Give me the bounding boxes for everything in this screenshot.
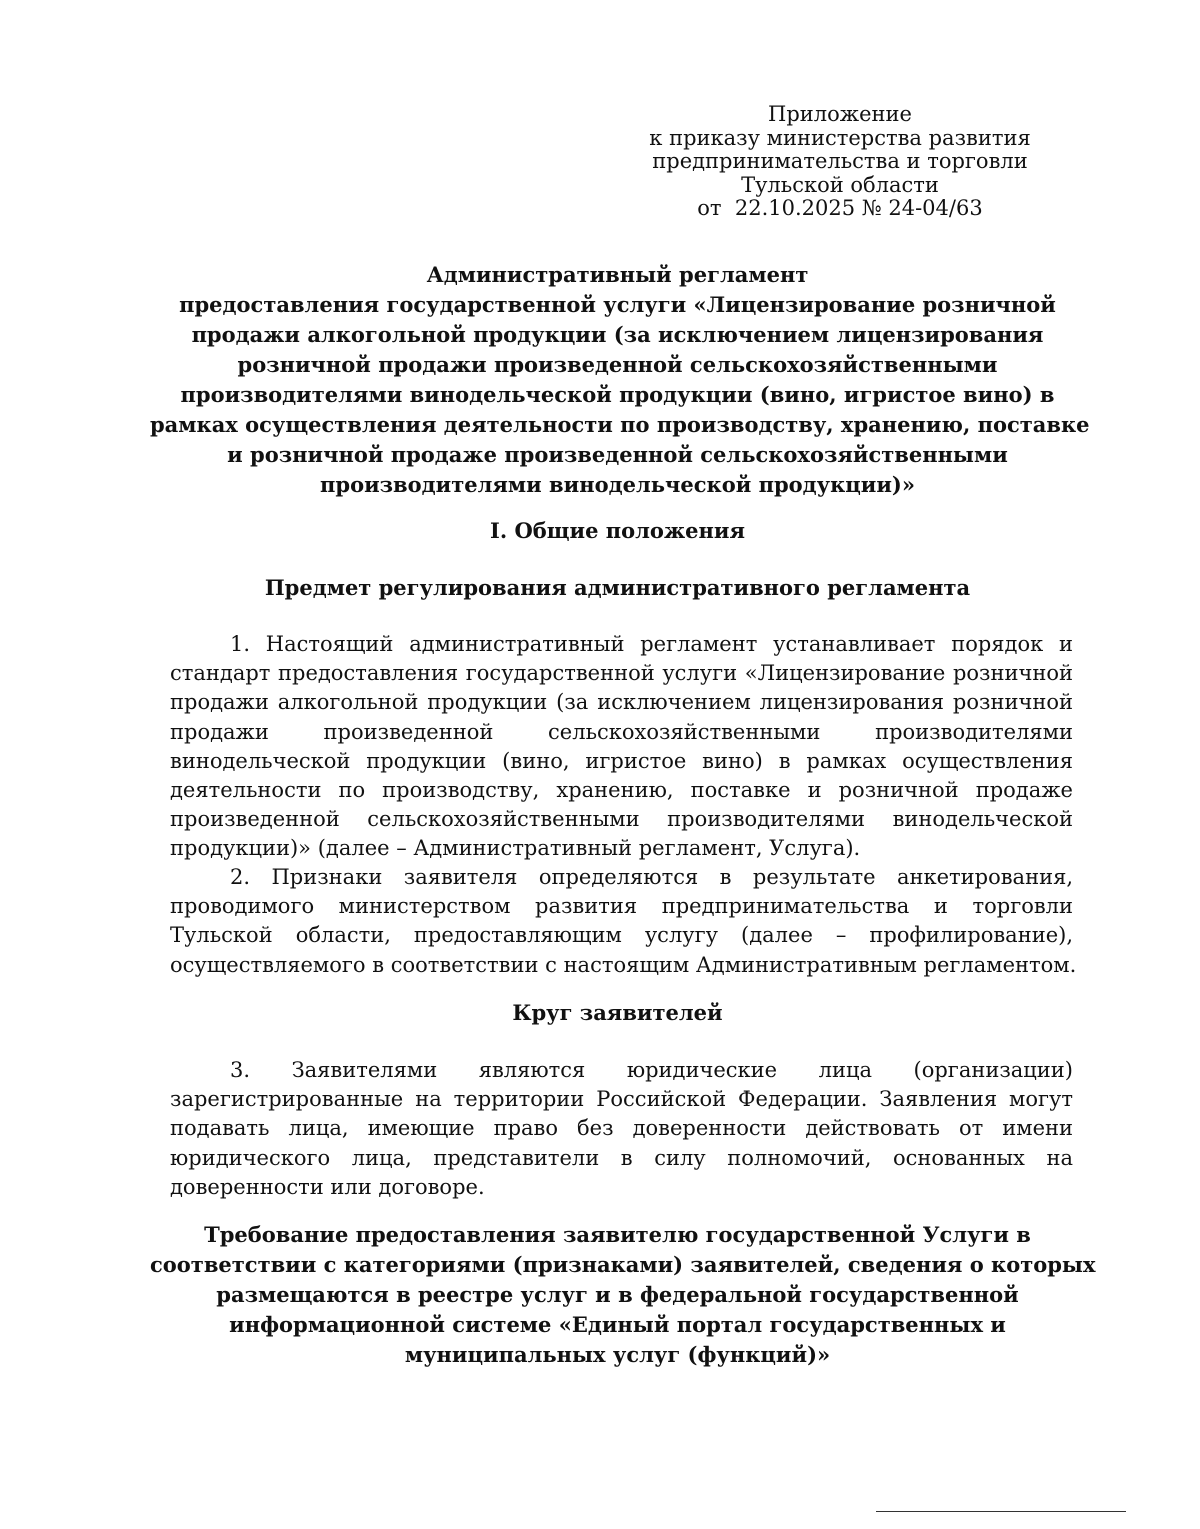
paragraph-line: проводимого министерством развития предпринимательства и торговли bbox=[170, 894, 1073, 919]
paragraph-line: подавать лица, имеющие право без доверенности действовать от имени bbox=[170, 1116, 1073, 1141]
section-heading-subject bbox=[150, 573, 1085, 603]
appendix-line: от 22.10.2025 № 24-04/63 bbox=[697, 196, 983, 220]
title-line: производителями винодельческой продукции (вино, игристое вино) в bbox=[180, 382, 1055, 407]
paragraph-line: 2. Признаки заявителя определяются в результате анкетирования, bbox=[230, 865, 1073, 889]
paragraph-line: юридического лица, представители в силу полномочий, основанных на bbox=[170, 1145, 1073, 1170]
paragraph-line: осуществляемого в соответствии с настоящим Административным регламентом. bbox=[170, 952, 1077, 977]
paragraph-line: деятельности по производству, хранению, поставке и розничной продаже bbox=[170, 778, 1073, 803]
appendix-line: Тульской области bbox=[741, 172, 939, 197]
paragraph-line: продажи алкогольной продукции (за исключением лицензирования розничной bbox=[170, 690, 1073, 715]
section-heading-line: соответствии с категориями (признаками) заявителей, сведения о которых bbox=[150, 1252, 1096, 1277]
appendix-line: предпринимательства и торговли bbox=[652, 149, 1028, 173]
paragraph-line: винодельческой продукции (вино, игристое вино) в рамках осуществления bbox=[170, 748, 1073, 773]
title-line: производителями винодельческой продукции)» bbox=[320, 472, 915, 497]
paragraph-line: 3. Заявителями являются юридические лица (организации) bbox=[230, 1058, 1073, 1082]
title-line: продажи алкогольной продукции (за исключением лицензирования bbox=[191, 322, 1044, 347]
appendix-line: Приложение bbox=[768, 102, 912, 126]
paragraph-line: доверенности или договоре. bbox=[170, 1174, 485, 1199]
title-line: розничной продажи произведенной сельскохозяйственными bbox=[237, 352, 998, 377]
title-line: предоставления государственной услуги «Лицензирование розничной bbox=[179, 292, 1056, 317]
paragraph-3 bbox=[170, 1056, 1073, 1202]
paragraph-1 bbox=[170, 630, 1073, 864]
section-heading-text: Предмет регулирования административного регламента bbox=[264, 575, 971, 600]
section-heading-line: Требование предоставления заявителю государственной Услуги в bbox=[204, 1222, 1031, 1247]
paragraph-line: стандарт предоставления государственной услуги «Лицензирование розничной bbox=[170, 661, 1073, 686]
paragraph-line: продажи произведенной сельскохозяйственными производителями bbox=[170, 719, 1073, 744]
section-heading-general bbox=[150, 516, 1085, 546]
paragraph-line: 1. Настоящий административный регламент устанавливает порядок и bbox=[230, 632, 1073, 656]
title-line: Административный регламент bbox=[426, 262, 809, 287]
section-heading-requirement bbox=[150, 1220, 1096, 1370]
section-heading-line: информационной системе «Единый портал государственных и bbox=[229, 1312, 1006, 1337]
paragraph-line: Тульской области, предоставляющим услугу (далее – профилирование), bbox=[170, 923, 1073, 948]
appendix-block bbox=[640, 103, 1040, 221]
section-heading-line: муниципальных услуг (функций)» bbox=[404, 1342, 831, 1367]
section-heading-text: Круг заявителей bbox=[512, 1000, 723, 1025]
section-heading-text: I. Общие положения bbox=[490, 518, 745, 543]
title-line: рамках осуществления деятельности по производству, хранению, поставке bbox=[150, 412, 1090, 437]
document-title bbox=[150, 260, 1090, 500]
paragraph-line: произведенной сельскохозяйственными производителями винодельческой bbox=[170, 807, 1073, 832]
paragraph-line: продукции)» (далее – Административный регламент, Услуга). bbox=[170, 836, 861, 861]
paragraph-2 bbox=[170, 863, 1077, 980]
title-line: и розничной продаже произведенной сельскохозяйственными bbox=[227, 442, 1008, 467]
section-heading-applicants bbox=[150, 998, 1085, 1028]
paragraph-line: зарегистрированные на территории Российской Федерации. Заявления могут bbox=[170, 1087, 1073, 1112]
section-heading-line: размещаются в реестре услуг и в федеральной государственной bbox=[216, 1282, 1019, 1307]
footer-rule bbox=[876, 1511, 1126, 1512]
appendix-line: к приказу министерства развития bbox=[649, 125, 1031, 150]
